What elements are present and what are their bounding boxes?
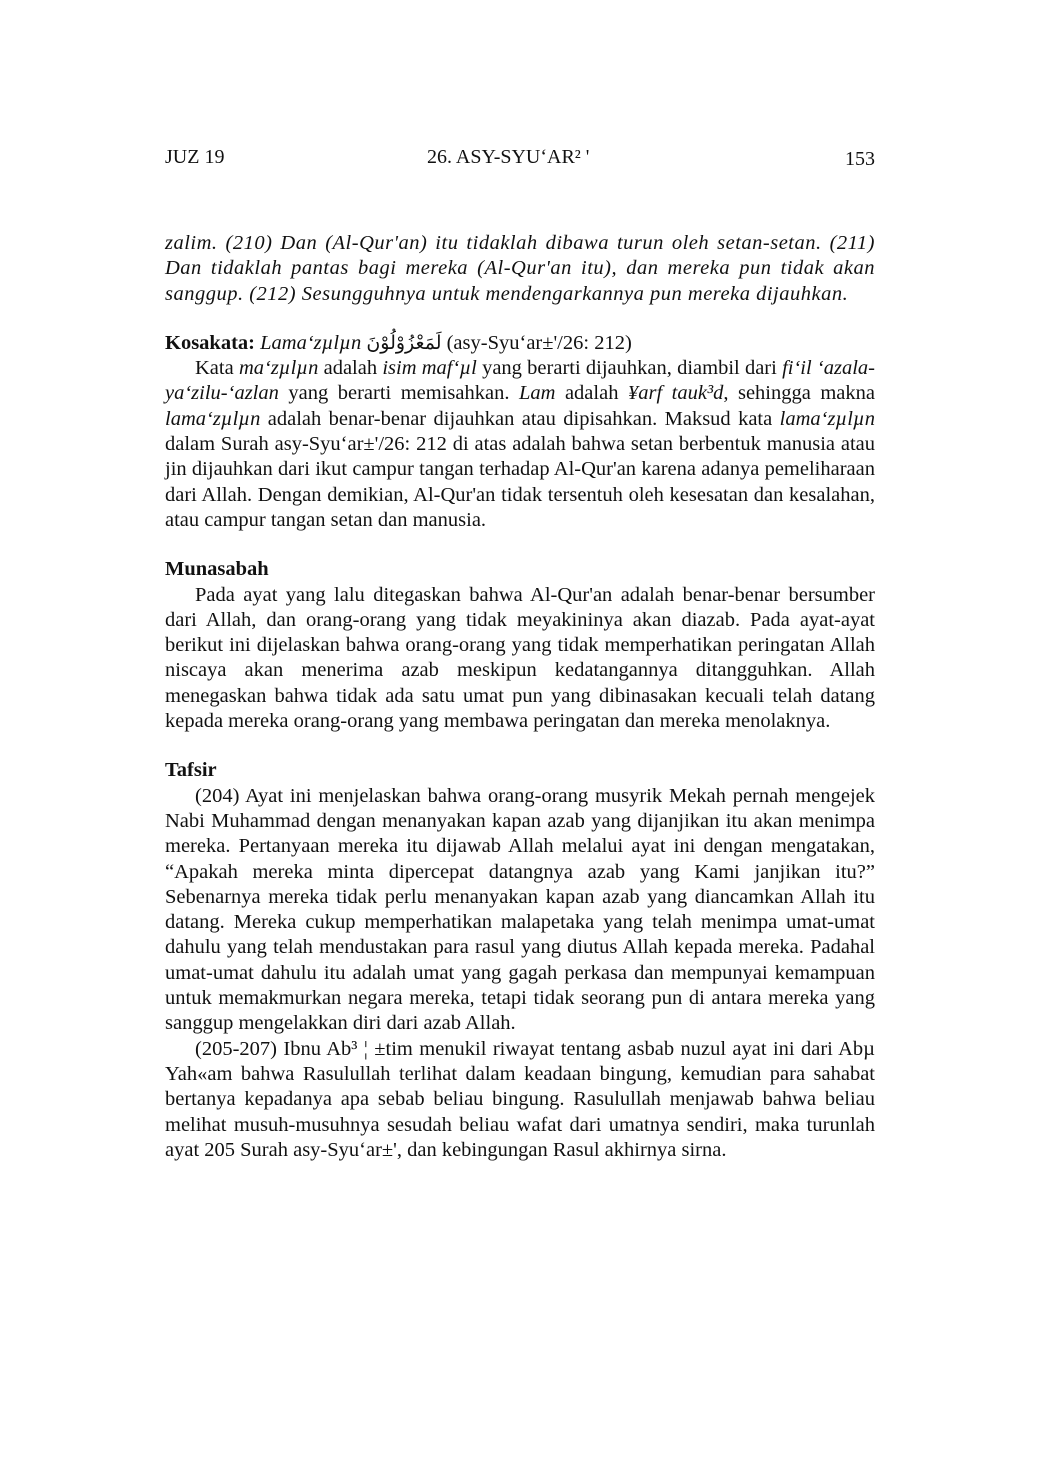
kosakata-label: Kosakata:	[165, 331, 255, 354]
kosakata-italic: isim maf‘µl	[382, 357, 477, 380]
munasabah-heading: Munasabah	[165, 558, 269, 581]
munasabah-paragraph: Pada ayat yang lalu ditegaskan bahwa Al-Qur'an adalah benar-benar bersumber dari Allah, dan orang-orang yang tidak meyakininya akan diazab. Pada ayat-ayat berikut ini dijelaskan bahwa orang-orang yang tidak memperhatikan peringatan Allah niscaya akan menerima azab meskipun kedatangannya ditangguhkan. Allah menegaskan bahwa tidak ada satu umat pun yang dibinasakan kecuali telah datang kepada mereka orang-orang yang membawa peringatan dan mereka menolaknya.	[165, 583, 875, 733]
kosakata-italic: Lam	[518, 382, 556, 405]
kosakata-reference: (asy-Syu‘ar±'/26: 212)	[446, 331, 632, 354]
kosakata-text: adalah	[318, 357, 383, 380]
tafsir-paragraph-2: (205-207) Ibnu Ab³ ¦ ±tim menukil riwayat tentang asbab nuzul ayat ini dari Abµ Yah«am bahwa Rasulullah terlihat dalam keadaan bingung, kemudian para sahabat bertanya kepadanya apa sebab beliau bingung. Rasulullah menjawab bahwa beliau melihat musuh-musuhnya sesudah beliau wafat dari umatnya sendiri, maka turunlah ayat 205 Surah asy-Syu‘ar±', dan kebingungan Rasul akhirnya sirna.	[165, 1037, 875, 1161]
surah-title: 26. ASY-SYU‘AR² '	[427, 146, 590, 168]
kosakata-paragraph	[165, 356, 875, 533]
kosakata-italic: lama‘zµlµn	[779, 407, 875, 430]
kosakata-term: Lama‘zµlµn	[260, 331, 362, 354]
kosakata-text: dalam Surah asy-Syu‘ar±'/26: 212 di atas adalah bahwa setan berbentuk manusia atau jin dijauhkan dari ikut campur tangan terhadap Al-Qur'an karena adanya pemeliharaan dari Allah. Dengan demikian, Al-Qur'an tidak tersentuh oleh kesesatan dan kesalahan, atau campur tangan setan dan manusia.	[165, 433, 875, 531]
kosakata-line	[165, 331, 875, 356]
kosakata-text: yang berarti dijauhkan, diambil dari	[476, 357, 783, 380]
kosakata-text: Kata	[195, 357, 239, 380]
kosakata-text: adalah benar-benar dijauhkan atau dipisahkan. Maksud kata	[260, 407, 780, 430]
juz-label: JUZ 19	[165, 146, 225, 168]
tafsir-heading: Tafsir	[165, 759, 217, 782]
verse-translation: zalim. (210) Dan (Al-Qur'an) itu tidaklah dibawa turun oleh setan-setan. (211) Dan tidaklah pantas bagi mereka (Al-Qur'an itu), dan mereka pun tidak akan sanggup. (212) Sesungguhnya untuk mendengarkannya pun mereka dijauhkan.	[165, 232, 875, 305]
page-number: 153	[845, 148, 875, 170]
kosakata-text: adalah	[555, 382, 628, 405]
tafsir-paragraph-1: (204) Ayat ini menjelaskan bahwa orang-orang musyrik Mekah pernah mengejek Nabi Muhammad dengan menanyakan kapan azab yang dijanjikan itu akan menimpa mereka. Pertanyaan mereka itu dijawab Allah melalui ayat ini dengan mengatakan, “Apakah mereka minta dipercepat datangnya azab yang Kami janjikan itu?” Sebenarnya mereka tidak perlu menanyakan kapan azab yang diancamkan Allah itu datang. Mereka cukup memperhatikan malapetaka yang telah menimpa umat-umat dahulu yang telah mendustakan para rasul yang diutus Allah kepada mereka. Padahal umat-umat dahulu itu adalah umat yang gagah perkasa dan mempunyai kemampuan untuk memakmurkan negara mereka, tetapi tidak seorang pun di antara mereka yang sanggup mengelakkan diri dari azab Allah.	[165, 784, 875, 1035]
kosakata-italic: ¥arf tauk³d	[627, 382, 724, 405]
kosakata-arabic: لَمَعْزُوْلُوْنَ	[366, 331, 442, 354]
kosakata-text: , sehingga makna	[723, 382, 875, 405]
kosakata-text: yang berarti memisahkan.	[278, 382, 519, 405]
running-header	[165, 146, 875, 174]
page-body	[165, 231, 875, 1163]
kosakata-italic: fi‘il ‘azala-ya‘zilu-‘azlan	[165, 357, 875, 405]
kosakata-italic: ma‘zµlµn	[238, 357, 319, 380]
kosakata-italic: lama‘zµlµn	[165, 407, 261, 430]
